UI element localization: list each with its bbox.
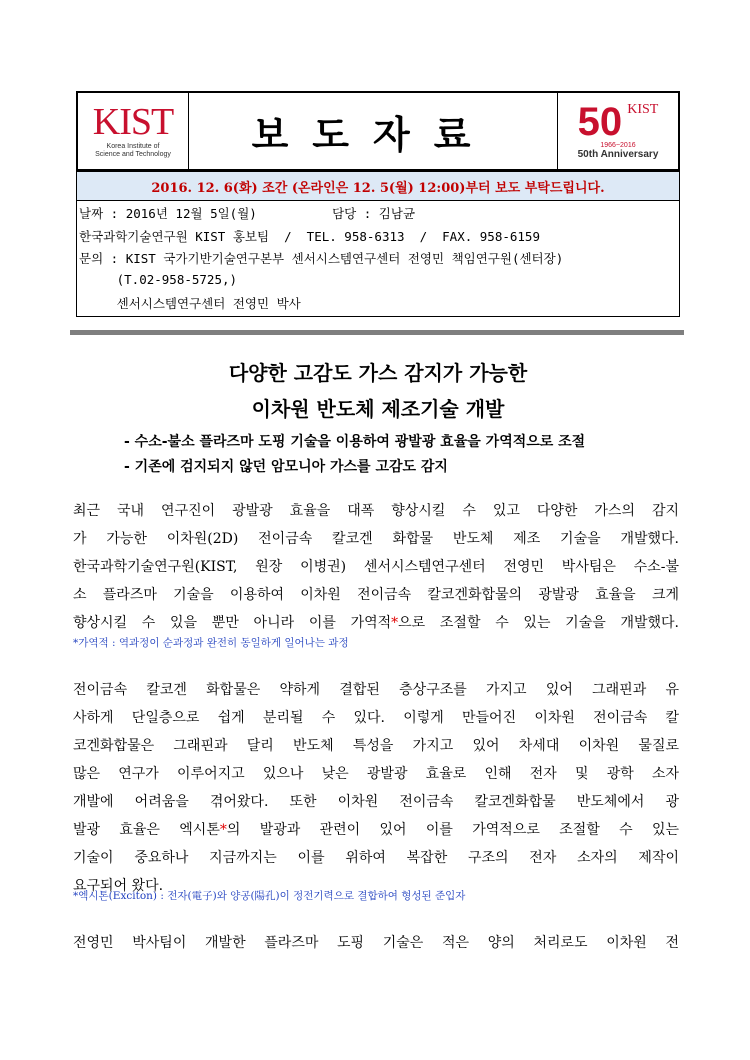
name-line: 센서시스템연구센터 전영민 박사 bbox=[79, 296, 301, 311]
text-run: 향상시킬 수 있을 뿐만 아니라 이를 가역적 bbox=[73, 615, 392, 631]
footnote-star: * bbox=[391, 615, 399, 631]
paragraph-3-line: 코겐화합물은 그래핀과 달리 반도체 특성을 가지고 있어 차세대 이차원 물질로 bbox=[73, 738, 679, 754]
kist-logo-sub-2: Science and Technology bbox=[95, 151, 171, 158]
paragraph-3 bbox=[73, 676, 679, 900]
org-line: 한국과학기술연구원 KIST 홍보팀 / TEL. 958-6313 / FAX. 958-6159 bbox=[79, 229, 540, 244]
paragraph-3-line: 많은 연구가 이루어지고 있으나 낮은 광발광 효율로 인해 전자 및 광학 소자 bbox=[73, 766, 679, 782]
kist-logo bbox=[78, 93, 189, 169]
paragraph-4-line: 전영민 박사팀이 개발한 플라즈마 도핑 기술은 적은 양의 처리로도 이차원 전 bbox=[73, 935, 679, 951]
anniversary-label: 50th Anniversary bbox=[577, 149, 659, 160]
anniversary-kist: KIST bbox=[627, 102, 659, 117]
tel-line: (T.02-958-5725,) bbox=[79, 272, 238, 287]
kist-logo-sub-1: Korea Institute of bbox=[106, 142, 160, 150]
text-run: 의 발광과 관련이 있어 이를 가역적으로 조절할 수 있는 bbox=[226, 822, 680, 838]
separator bbox=[70, 330, 684, 335]
anniversary-logo bbox=[557, 93, 678, 169]
subheading-2: - 기존에 검지되지 않던 암모니아 가스를 고감도 감지 bbox=[124, 459, 448, 475]
paragraph-3-line: 요구되어 왔다. bbox=[73, 878, 164, 894]
headline-2: 이차원 반도체 제조기술 개발 bbox=[251, 397, 505, 421]
embargo-notice: 2016. 12. 6(화) 조간 (온라인은 12. 5(월) 12:00)부터 보도 부탁드립니다. bbox=[76, 171, 680, 201]
paragraph-3-line bbox=[73, 816, 679, 844]
paragraph-3-line: 기술이 중요하나 지금까지는 이를 위하여 복잡한 구조의 전자 소자의 제작이 bbox=[73, 850, 679, 866]
paragraph-2-line bbox=[73, 609, 679, 637]
footnote-2: *엑시톤(Exciton) : 전자(電子)와 양공(陽孔)이 정전기력으로 결합하여 형성된 준입자 bbox=[73, 890, 466, 902]
subheading-1: - 수소-불소 플라즈마 도핑 기술을 이용하여 광발광 효율을 가역적으로 조절 bbox=[124, 434, 586, 450]
paragraph-3-line: 사하게 단일층으로 쉽게 분리될 수 있다. 이렇게 만들어진 이차원 전이금속 칼 bbox=[73, 710, 679, 726]
text-run: 으로 조절할 수 있는 기술을 개발했다. bbox=[398, 615, 680, 631]
paragraph-3-line: 전이금속 칼코겐 화합물은 약하게 결합된 층상구조를 가지고 있어 그래핀과 유 bbox=[73, 682, 679, 698]
headline-1: 다양한 고감도 가스 감지가 가능한 bbox=[228, 361, 528, 385]
text-run: 발광 효율은 엑시톤 bbox=[73, 822, 220, 838]
paragraph-4 bbox=[73, 929, 679, 957]
paragraph-1-line: 가 가능한 이차원(2D) 전이금속 칼코겐 화합물 반도체 제조 기술을 개발했다. bbox=[73, 531, 679, 547]
footnote-star: * bbox=[219, 822, 227, 838]
page-title: 보도자료 bbox=[251, 112, 495, 157]
footnote-1: *가역적 : 역과정이 순과정과 완전히 동일하게 일어나는 과정 bbox=[73, 637, 349, 649]
date-line: 날짜 : 2016년 12월 5일(월) 담당 : 김남균 bbox=[79, 206, 416, 221]
paragraph-1 bbox=[73, 497, 679, 553]
anniversary-number: 50 bbox=[577, 100, 623, 144]
paragraph-2-line: 소 플라즈마 기술을 이용하여 이차원 전이금속 칼코겐화합물의 광발광 효율을 크게 bbox=[73, 587, 679, 603]
paragraph-3-line: 개발에 어려움을 겪어왔다. 또한 이차원 전이금속 칼코겐화합물 반도체에서 광 bbox=[73, 794, 679, 810]
anniversary-years: 1966~2016 bbox=[600, 142, 636, 149]
press-header bbox=[76, 91, 680, 171]
contact-info bbox=[76, 201, 680, 317]
contact-line: 문의 : KIST 국가기반기술연구본부 센서시스템연구센터 전영민 책임연구원(센터장) bbox=[79, 251, 564, 266]
paragraph-2 bbox=[73, 553, 679, 637]
paragraph-2-line: 한국과학기술연구원(KIST, 원장 이병권) 센서시스템연구센터 전영민 박사팀은 수소-불 bbox=[73, 559, 679, 575]
kist-logo-text: KIST bbox=[92, 100, 174, 143]
paragraph-1-line: 최근 국내 연구진이 광발광 효율을 대폭 향상시킬 수 있고 다양한 가스의 감지 bbox=[73, 503, 679, 519]
